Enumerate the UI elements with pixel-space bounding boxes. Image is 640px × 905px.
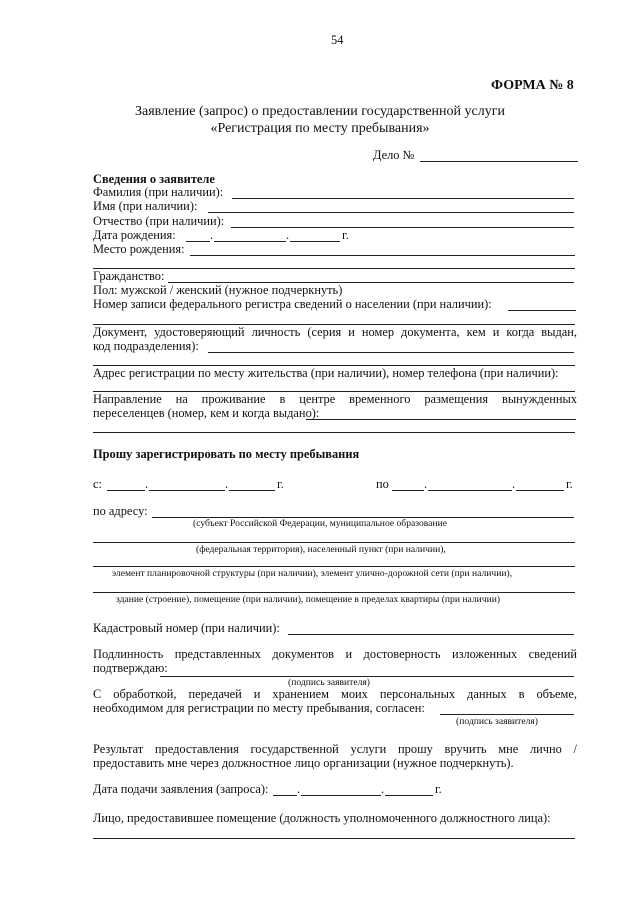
stay-to-year-suffix: г.	[566, 477, 573, 491]
birth-place-field[interactable]	[190, 255, 575, 256]
stay-address-field-4[interactable]	[93, 592, 575, 593]
stay-from-year-suffix: г.	[277, 477, 284, 491]
referral-field[interactable]	[306, 419, 576, 420]
stay-to-label: по	[376, 477, 389, 491]
case-number-field[interactable]	[420, 161, 578, 162]
stay-address-field-3[interactable]	[93, 566, 575, 567]
registry-number-field[interactable]	[508, 310, 576, 311]
sex-label[interactable]: Пол: мужской / женский (нужное подчеркнуть)	[93, 283, 343, 297]
result-delivery-line2[interactable]: предоставить мне через должностное лицо организации (нужное подчеркнуть).	[93, 756, 514, 770]
authenticity-confirm-line2: подтверждаю:	[93, 661, 168, 675]
referral-label-line1: Направление на проживание в центре временного размещения вынужденных	[93, 392, 577, 406]
address-caption-2: (федеральная территория), населенный пункт (при наличии),	[196, 544, 446, 555]
referral-field-2[interactable]	[93, 432, 575, 433]
submission-month-field[interactable]	[301, 795, 381, 796]
id-document-label-line2: код подразделения):	[93, 339, 199, 353]
case-number-label: Дело №	[373, 148, 415, 162]
surname-field[interactable]	[232, 198, 574, 199]
cadastral-number-field[interactable]	[288, 634, 574, 635]
stay-address-field-2[interactable]	[93, 542, 575, 543]
authenticity-confirm-line1: Подлинность представленных документов и достоверность изложенных сведений	[93, 647, 577, 661]
submission-day-field[interactable]	[273, 795, 297, 796]
patronymic-field[interactable]	[231, 227, 574, 228]
premises-provider-field[interactable]	[93, 838, 575, 839]
submission-year-suffix: г.	[435, 782, 442, 796]
stay-to-month-field[interactable]	[428, 490, 512, 491]
stay-address-label: по адресу:	[93, 504, 148, 518]
stay-from-day-field[interactable]	[107, 490, 145, 491]
form-label: ФОРМА № 8	[491, 78, 574, 93]
citizenship-label: Гражданство:	[93, 269, 165, 283]
first-name-label: Имя (при наличии):	[93, 199, 198, 213]
id-document-field[interactable]	[208, 352, 574, 353]
consent-line2: необходимом для регистрации по месту пребывания, согласен:	[93, 701, 425, 715]
birth-year-suffix: г.	[342, 228, 349, 242]
address-caption-4: здание (строение), помещение (при наличии), помещение в пределах квартиры (при наличии)	[116, 594, 501, 605]
stay-from-year-field[interactable]	[229, 490, 275, 491]
registry-number-label: Номер записи федерального регистра сведений о населении (при наличии):	[93, 297, 492, 311]
stay-from-month-field[interactable]	[149, 490, 225, 491]
premises-provider-label: Лицо, предоставившее помещение (должность уполномоченного должностного лица):	[93, 811, 551, 825]
request-section-header: Прошу зарегистрировать по месту пребывания	[93, 447, 360, 461]
birth-day-field[interactable]	[186, 241, 210, 242]
birth-year-field[interactable]	[290, 241, 340, 242]
residence-address-label: Адрес регистрации по месту жительства (при наличии), номер телефона (при наличии):	[93, 366, 559, 380]
submission-year-field[interactable]	[385, 795, 433, 796]
cadastral-number-label: Кадастровый номер (при наличии):	[93, 621, 280, 635]
form-title-line2: «Регистрация по месту пребывания»	[210, 121, 430, 136]
id-document-label-line1: Документ, удостоверяющий личность (серия и номер документа, кем и когда выдан,	[93, 325, 577, 339]
surname-label: Фамилия (при наличии):	[93, 185, 224, 199]
form-title-line1: Заявление (запрос) о предоставлении государственной услуги	[135, 104, 505, 119]
applicant-section-header: Сведения о заявителе	[93, 172, 215, 186]
referral-label-line2: переселенцев (номер, кем и когда выдано):	[93, 406, 320, 420]
birth-place-label: Место рождения:	[93, 242, 185, 256]
birth-month-field[interactable]	[214, 241, 286, 242]
result-delivery-line1: Результат предоставления государственной услуги прошу вручить мне лично /	[93, 742, 577, 756]
stay-to-year-field[interactable]	[516, 490, 564, 491]
stay-from-label: с:	[93, 477, 102, 491]
signature-caption-2: (подпись заявителя)	[456, 716, 539, 727]
first-name-field[interactable]	[208, 212, 574, 213]
consent-line1: С обработкой, передачей и хранением моих персональных данных в объеме,	[93, 687, 577, 701]
birth-date-label: Дата рождения:	[93, 228, 176, 242]
patronymic-label: Отчество (при наличии):	[93, 214, 225, 228]
address-caption-3: элемент планировочной структуры (при наличии), элемент улично-дорожной сети (при наличии),	[112, 568, 513, 579]
submission-date-label: Дата подачи заявления (запроса):	[93, 782, 269, 796]
consent-signature-field[interactable]	[440, 714, 574, 715]
page-number: 54	[331, 33, 344, 47]
form-page: 54 ФОРМА № 8 Заявление (запрос) о предоставлении государственной услуги «Регистрация по месту пребывания» Дело № Сведения о заявителе Фамилия (при наличии): Имя (при наличии): Отчество (при наличии): Дата рождения: . . г. Место рождения: Гражданство: Пол: мужской / женский (нужное подчеркнуть) Номер записи федерального регистра сведений о населении (при наличии): Документ, удостоверяющий личность (серия и номер документа, кем и когда выдан, код подразделения): Адрес регистрации по месту жительства (при наличии), номер телефона (при наличии): Направление на проживание в центре временного размещения вынужденных переселенцев (номер, кем и когда выдано): Прошу зарегистрировать по месту пребывания с: . . г. по . . г. по адресу: (субъект Российской Федерации, муниципальное образование (федеральная территория), населенный пункт (при наличии), элемент планировочной структуры (при наличии), элемент улично-дорожной сети (при наличии), здание (строение), помещение (при наличии), помещение в пределах квартиры (при наличии) Кадастровый номер (при наличии): Подлинность представленных документов и достоверность изложенных сведений подтверждаю: (подпись заявителя) С обработкой, передачей и хранением моих персональных данных в объеме, необходимом для регистрации по месту пребывания, согласен: (подпись заявителя) Результат предоставления государственной услуги прошу вручить мне лично / предоставить мне через должностное лицо организации (нужное подчеркнуть). Дата подачи заявления (запроса): . . г. Лицо, предоставившее помещение (должность уполномоченного должностного лица):	[0, 0, 640, 905]
stay-to-day-field[interactable]	[392, 490, 424, 491]
signature-caption-1: (подпись заявителя)	[288, 677, 371, 688]
address-caption-1: (субъект Российской Федерации, муниципальное образование	[193, 518, 447, 529]
birth-place-field-2[interactable]	[93, 268, 575, 269]
